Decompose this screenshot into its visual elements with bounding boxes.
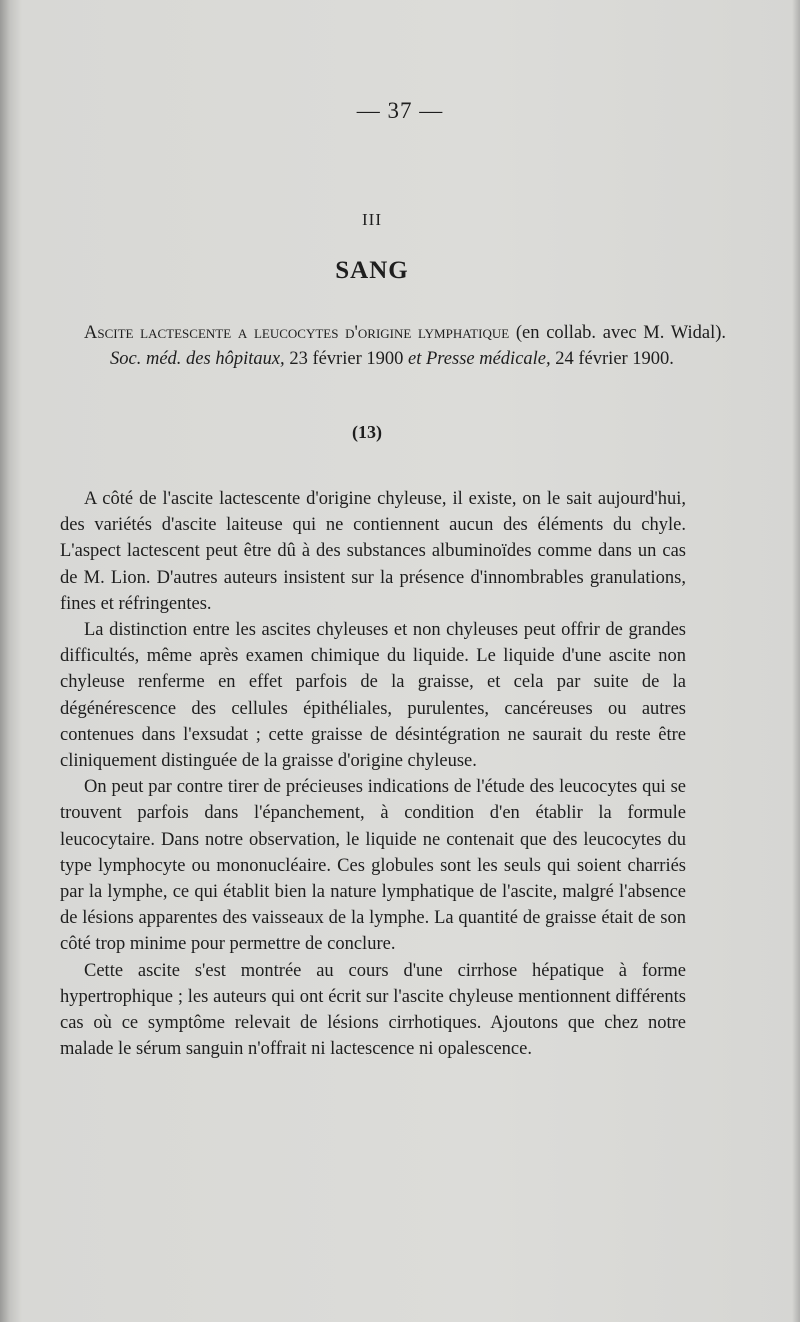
paragraph-3: On peut par contre tirer de précieuses indications de l'étude des leucocytes qui se trouvent parfois dans l'épanchement, à condition d'en établir la formule leucocytaire. Dans notre observation, le liquide ne contenait que des leucocytes du type lymphocyte ou mononucléaire. Ces globules sont les seuls qui soient charriés par la lymphe, ce qui établit bien la nature lymphatique de l'ascite, malgré l'absence de lésions apparentes des vaisseaux de la lymphe. La quantité de graisse était de son côté trop minime pour permettre de conclure.: [60, 777, 686, 955]
page-number: — 37 —: [356, 98, 444, 123]
paragraph-1: A côté de l'ascite lactescente d'origine chyleuse, il existe, on le sait aujourd'hui, des variétés d'ascite laiteuse qui ne contiennent aucun des éléments du chyle. L'aspect lactescent peut être dû à des substances albuminoïdes comme dans un cas de M. Lion. D'autres auteurs insistent sur la présence d'innombrables granulations, fines et réfringentes.: [60, 489, 686, 614]
reference-conjunction: et: [407, 349, 422, 369]
bibliographic-reference: [84, 320, 726, 372]
body-text: [60, 486, 686, 1062]
page-edge-shadow: [792, 0, 800, 1322]
reference-title: Ascite lactescente a leucocytes d'origine lymphatique: [84, 323, 510, 343]
reference-date-1: 23 février 1900: [289, 349, 404, 369]
reference-collab: (en collab. avec M. Widal).: [515, 323, 727, 343]
reference-date-2: 24 février 1900.: [555, 349, 674, 369]
paragraph-4: Cette ascite s'est montrée au cours d'une cirrhose hépatique à forme hypertrophique ; les auteurs qui ont écrit sur l'ascite chyleuse mentionnent différents cas où ce symptôme relevait de lésions cirrhotiques. Ajoutons que chez notre malade le sérum sanguin n'offrait ni lactescence ni opalescence.: [60, 960, 686, 1060]
section-numeral: III: [362, 210, 382, 229]
reference-journal-1: Soc. méd. des hôpitaux,: [110, 349, 285, 369]
paragraph-2: La distinction entre les ascites chyleuses et non chyleuses peut offrir de grandes difficultés, même après examen chimique du liquide. Le liquide d'une ascite non chyleuse renferme en effet parfois de la graisse, et cela par suite de la dégénérescence des cellules épithéliales, purulentes, cancéreuses ou autres contenues dans l'exsudat ; cette graisse de désintégration ne saurait du reste être cliniquement distinguée de la graisse d'origine chyleuse.: [60, 620, 686, 772]
reference-number: (13): [352, 422, 382, 442]
section-title: SANG: [335, 257, 409, 284]
reference-journal-2: Presse médicale,: [425, 349, 551, 369]
